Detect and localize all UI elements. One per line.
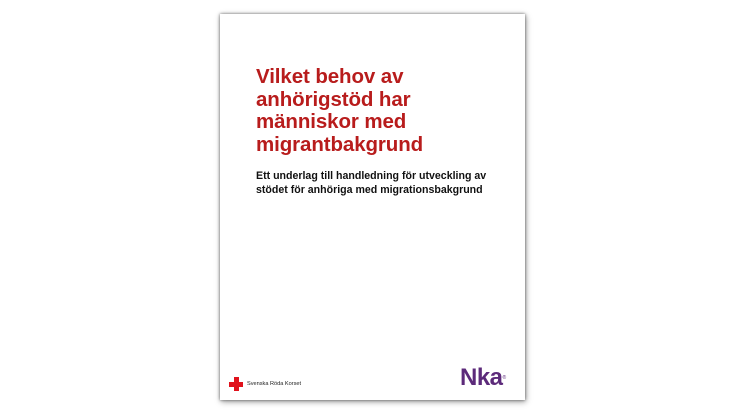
document-subtitle	[256, 169, 516, 197]
document-title-line: Vilket behov av	[256, 65, 404, 88]
red-cross-icon	[229, 377, 243, 391]
document-title	[256, 66, 506, 156]
document-subtitle-line: Ett underlag till handledning för utveckling av	[256, 170, 487, 182]
document-subtitle-line: stödet för anhöriga med migrationsbakgrund	[256, 184, 483, 196]
red-cross-logo-text: Svenska Röda Korset	[247, 381, 302, 387]
red-cross-logo	[229, 376, 301, 392]
nka-logo-text: Nka	[460, 364, 503, 391]
document-title-line: anhörigstöd har	[256, 87, 411, 111]
nka-trademark: ®	[502, 375, 507, 381]
nka-logo	[460, 365, 506, 391]
document-title-line: människor med	[256, 110, 407, 133]
document-cover-page	[220, 14, 525, 400]
document-title-line: migrantbakgrund	[256, 132, 424, 156]
